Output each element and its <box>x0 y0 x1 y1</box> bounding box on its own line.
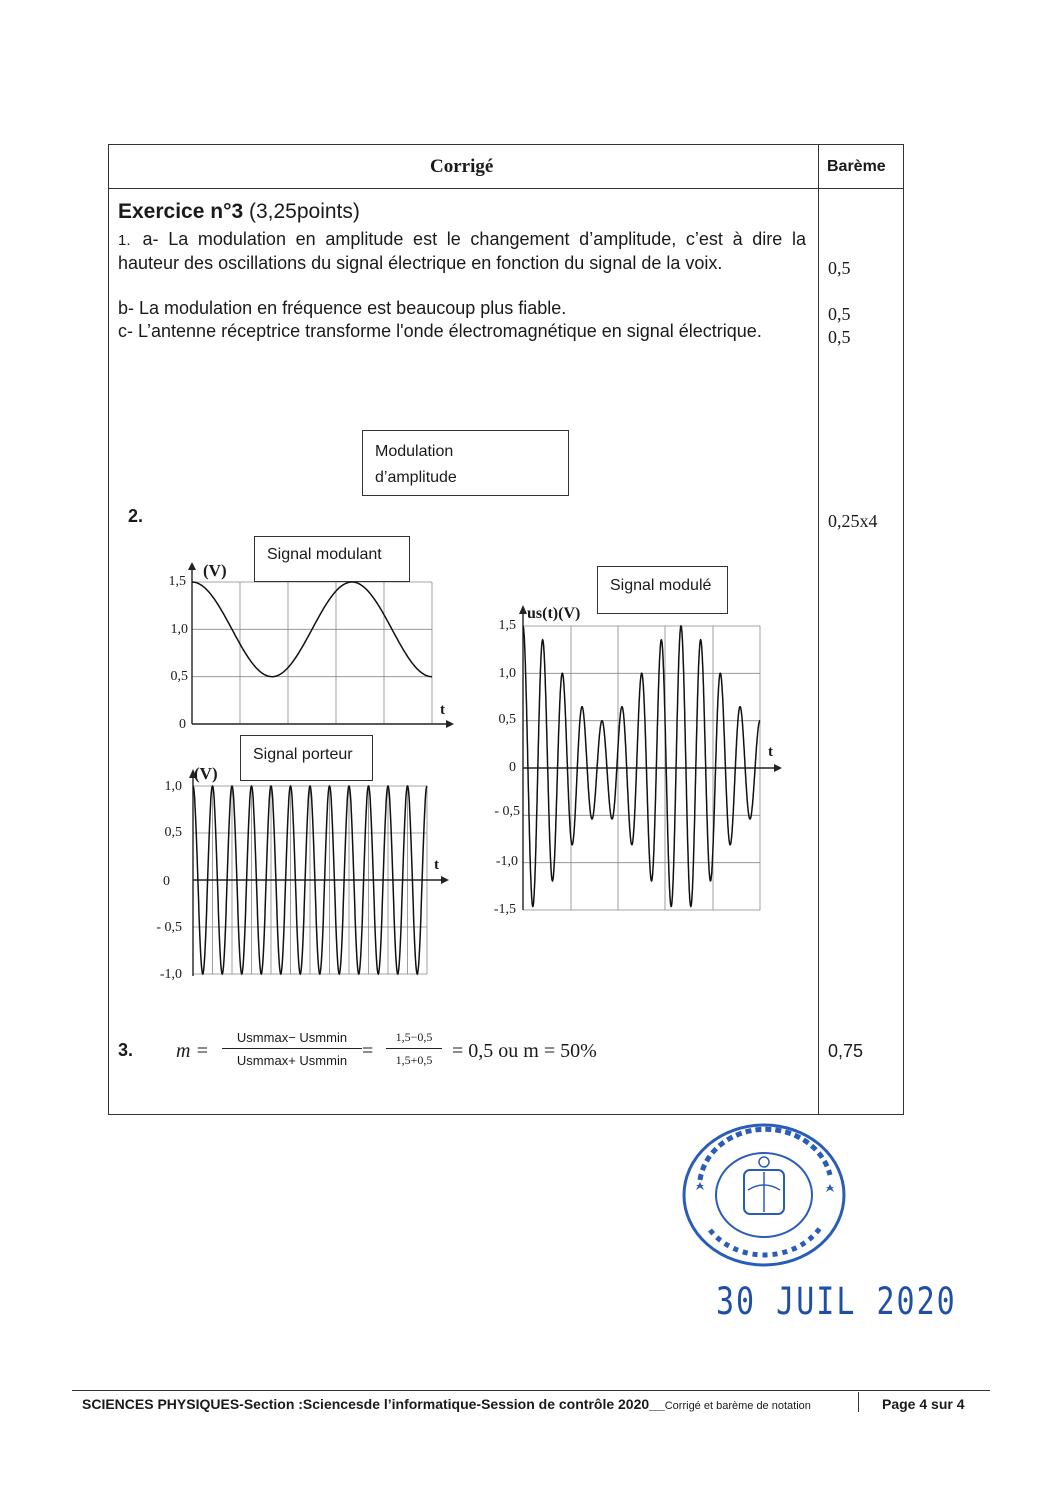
signal-modulant-label: Signal modulant <box>254 536 410 582</box>
exercise-title <box>118 200 360 224</box>
q1a-answer: a- La modulation en amplitude est le changement d’amplitude, c’est à dire la hauteur des oscillations du signal électrique en fonction du signal de la voix. <box>118 229 806 273</box>
chart-porteur <box>189 769 449 976</box>
modulant-tick-0: 0 <box>179 717 186 732</box>
module-tick-1-5: 1,5 <box>498 618 516 633</box>
module-curve <box>523 626 760 906</box>
porteur-x-arrow <box>441 876 449 884</box>
porteur-tick-0-5: 0,5 <box>164 825 182 840</box>
modulation-label-line1: Modulation <box>375 443 454 460</box>
formula-denominator: Usmmax+ Usmmin <box>236 1053 348 1068</box>
module-x-label: t <box>768 744 773 760</box>
page-number: Page 4 sur 4 <box>882 1396 965 1412</box>
bareme-q1c: 0,5 <box>828 327 851 347</box>
modulation-label-line2: d’amplitude <box>375 469 457 486</box>
footer-divider <box>72 1390 990 1391</box>
q2-number: 2. <box>128 506 144 526</box>
module-tick-m0-5: - 0,5 <box>494 804 520 819</box>
bareme-header: Barème <box>827 158 886 175</box>
q1c-text: c- L’antenne réceptrice transforme l'onde électromagnétique en signal électrique. <box>118 321 762 341</box>
header-divider <box>108 188 904 189</box>
modulation-label-box <box>362 430 569 496</box>
module-y-label: us(t)(V) <box>527 605 581 622</box>
column-divider <box>818 144 819 1115</box>
modulant-tick-0-5: 0,5 <box>170 669 188 684</box>
signal-porteur-label: Signal porteur <box>240 735 373 781</box>
module-tick-0: 0 <box>509 760 516 775</box>
formula-fraction1 <box>222 1030 362 1068</box>
modulant-y-arrow <box>188 562 196 570</box>
exercise-title-bold: Exercice n°3 <box>118 200 244 223</box>
footer-separator <box>858 1392 859 1412</box>
module-tick-m1-5: -1,5 <box>493 902 516 917</box>
formula-numerator2: 1,5−0,5 <box>386 1030 442 1049</box>
footer-main: SCIENCES PHYSIQUES-Section :Sciencesde l’informatique-Session de contrôle 2020__ <box>82 1396 665 1412</box>
bareme-q3: 0,75 <box>828 1041 864 1061</box>
formula-numerator: Usmmax− Usmmin <box>222 1030 362 1049</box>
module-tick-m1-0: -1,0 <box>495 854 518 869</box>
bareme-q1b: 0,5 <box>828 304 851 324</box>
porteur-y-label: (V) <box>194 764 218 783</box>
formula-fraction2 <box>386 1030 442 1068</box>
formula-m: m = <box>176 1040 209 1062</box>
footer-text <box>82 1396 811 1412</box>
bareme-q1a: 0,5 <box>828 258 851 278</box>
q1b-text: b- La modulation en fréquence est beaucoup plus fiable. <box>118 298 567 318</box>
module-tick-1-0: 1,0 <box>498 666 516 681</box>
formula-denominator2: 1,5+0,5 <box>395 1053 433 1067</box>
q3-number: 3. <box>118 1040 134 1060</box>
exercise-title-points: (3,25points) <box>243 200 360 223</box>
stamp-date: 30 JUIL 2020 <box>716 1280 957 1324</box>
official-seal-icon <box>680 1120 850 1270</box>
porteur-x-label: t <box>434 857 439 873</box>
signal-module-label: Signal modulé <box>597 566 728 614</box>
modulant-x-arrow <box>446 720 454 728</box>
porteur-tick-0: 0 <box>163 874 170 889</box>
porteur-tick-m0-5: - 0,5 <box>156 920 182 935</box>
modulant-x-label: t <box>440 702 445 718</box>
bareme-q2: 0,25x4 <box>828 511 878 531</box>
module-tick-0-5: 0,5 <box>498 712 516 727</box>
corrige-header: Corrigé <box>430 156 494 177</box>
formula-result: = 0,5 ou m = 50% <box>452 1040 597 1062</box>
chart-module <box>519 605 782 910</box>
modulant-y-label: (V) <box>203 561 227 580</box>
q1a-text <box>118 228 806 275</box>
chart-modulant <box>188 562 454 728</box>
formula-equals: = <box>362 1040 374 1062</box>
module-y-arrow <box>519 605 527 614</box>
modulant-tick-1-0: 1,0 <box>170 622 188 637</box>
modulant-grid <box>192 582 432 724</box>
porteur-tick-1-0: 1,0 <box>164 779 182 794</box>
footer-small: Corrigé et barème de notation <box>664 1400 811 1412</box>
module-x-arrow <box>774 764 782 772</box>
porteur-tick-m1-0: -1,0 <box>159 967 182 982</box>
q1-number: 1. <box>118 232 131 249</box>
modulant-tick-1-5: 1,5 <box>168 574 186 589</box>
